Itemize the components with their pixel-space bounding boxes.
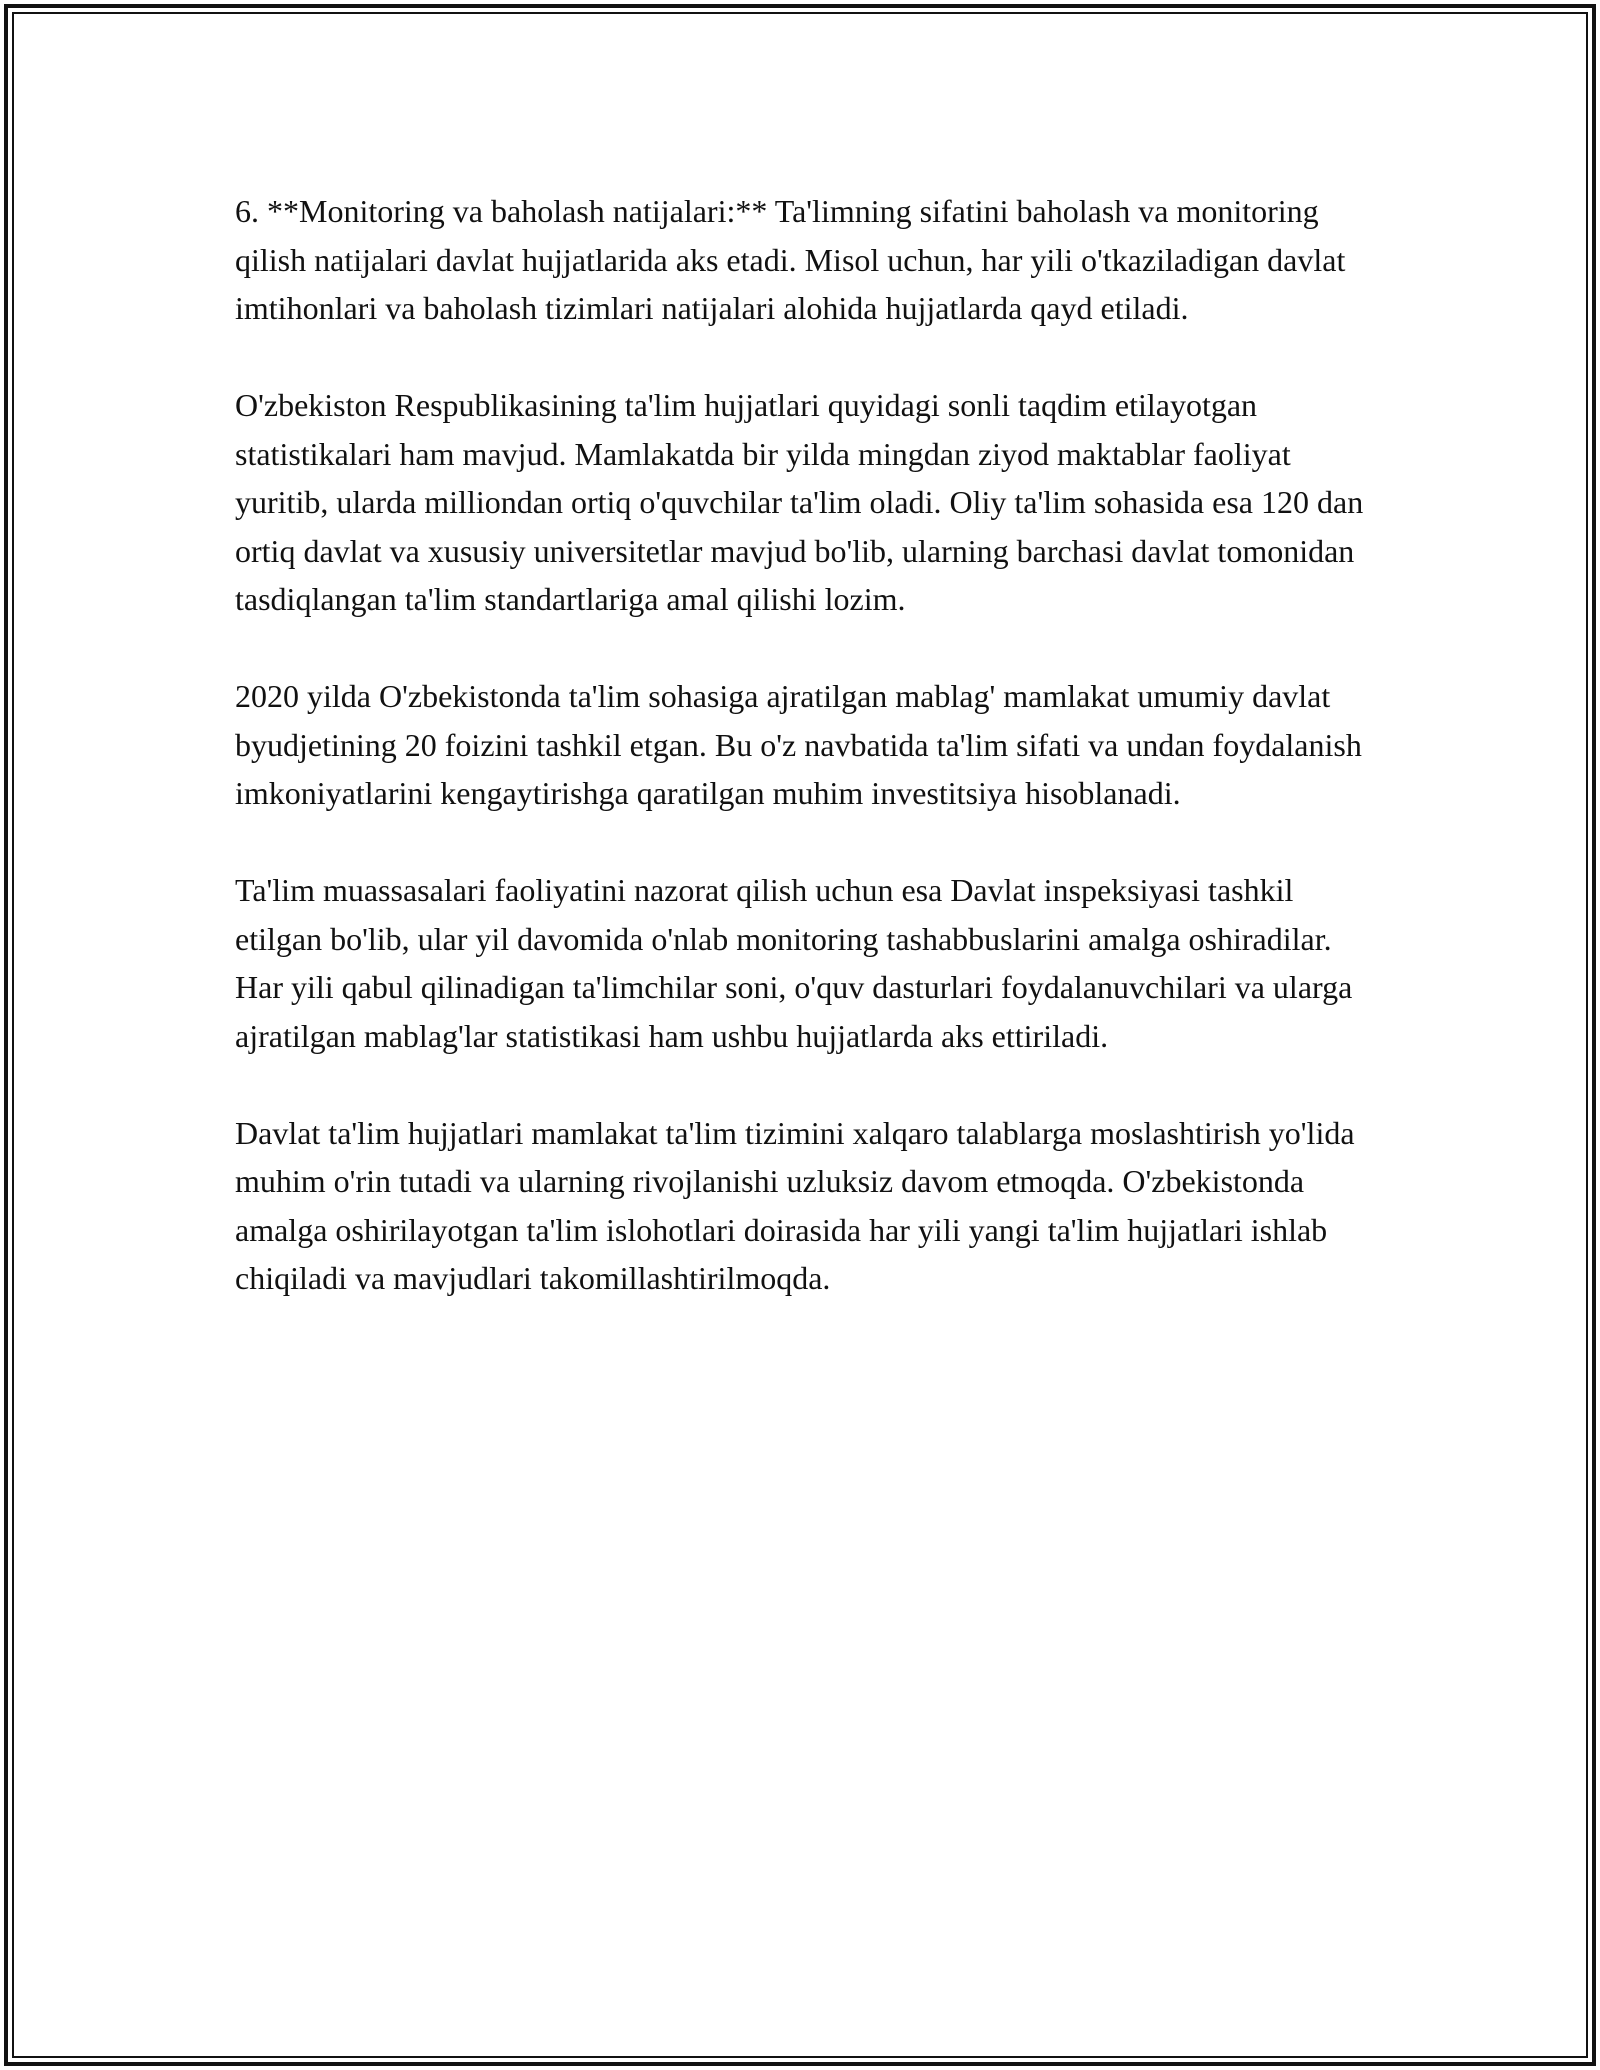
paragraph-state-inspection: Ta'lim muassasalari faoliyatini nazorat qilish uchun esa Davlat inspeksiyasi tashkil etilgan bo'lib, ular yil davomida o'nlab monitoring tashabbuslarini amalga oshiradilar. Har yili qabul qilinadigan ta'limchilar soni, o'quv dasturlari foydalanuvchilari va ularga ajratilgan mablag'lar statistikasi ham ushbu hujjatlarda aks ettiriladi. <box>235 872 1353 1054</box>
document-body <box>235 187 1375 1303</box>
paragraph-budget-2020: 2020 yilda O'zbekistonda ta'lim sohasiga ajratilgan mablag' mamlakat umumiy davlat byudjetining 20 foizini tashkil etgan. Bu o'z navbatida ta'lim sifati va undan foydalanish imkoniyatlarini kengaytirishga qaratilgan muhim investitsiya hisoblanadi. <box>235 678 1362 811</box>
paragraph-education-statistics: O'zbekiston Respublikasining ta'lim hujjatlari quyidagi sonli taqdim etilayotgan statistikalari ham mavjud. Mamlakatda bir yilda mingdan ziyod maktablar faoliyat yuritib, ularda milliondan ortiq o'quvchilar ta'lim oladi. Oliy ta'lim sohasida esa 120 dan ortiq davlat va xususiy universitetlar mavjud bo'lib, ularning barchasi davlat tomonidan tasdiqlangan ta'lim standartlariga amal qilishi lozim. <box>235 387 1364 617</box>
paragraph-reform-conclusion: Davlat ta'lim hujjatlari mamlakat ta'lim tizimini xalqaro talablarga moslashtirish yo'lida muhim o'rin tutadi va ularning rivojlanishi uzluksiz davom etmoqda. O'zbekistonda amalga oshirilayotgan ta'lim islohotlari doirasida har yili yangi ta'lim hujjatlari ishlab chiqiladi va mavjudlari takomillashtirilmoqda. <box>235 1114 1355 1296</box>
paragraph-monitoring-results: 6. **Monitoring va baholash natijalari:** Ta'limning sifatini baholash va monitoring qilish natijalari davlat hujjatlarida aks etadi. Misol uchun, har yili o'tkaziladigan davlat imtihonlari va baholash tizimlari natijalari alohida hujjatlarda qayd etiladi. <box>235 193 1346 326</box>
